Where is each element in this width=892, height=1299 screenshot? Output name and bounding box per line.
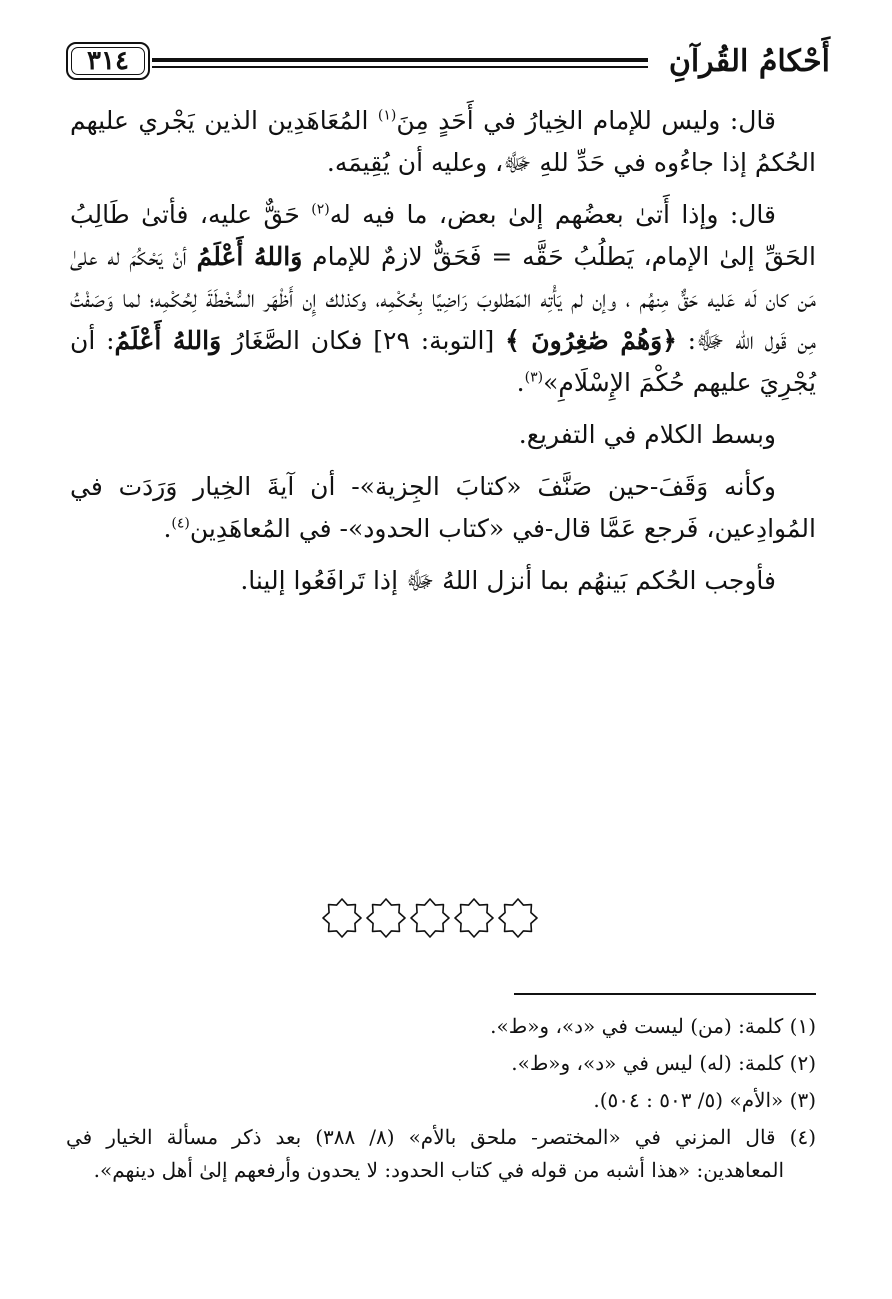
page-number: ٣١٤: [66, 42, 150, 80]
wallahu-alam-phrase-2: وَاللهُ أَعْلَمُ: [114, 326, 222, 355]
paragraph-1: [70, 100, 816, 184]
page-header: [66, 36, 830, 88]
paragraph-2-text-c: أنْ يَحْكُمَ له علىٰ مَن كان لَه عَليه حَقٌّ مِنهُم ، وإن لم يَأْتِه المَطلوبَ رَاضِيًا بِحُكْمِه، وكذلك إِن أَظْهَر السُّخْطَةَ لِحُكْمِه؛ لما وَصَفْتُ مِن قَول الله ﷻ:: [70, 242, 817, 355]
paragraph-1-text-a: قال: وليس للإمام الخِيارُ في أَحَدٍ مِنَ: [396, 106, 776, 135]
ornament-star-icon: [410, 898, 450, 938]
ornament-star-icon: [366, 898, 406, 938]
footnote-3: (٣) «الأم» (٥/ ٥٠٣ : ٥٠٤).: [593, 1088, 816, 1112]
footnotes: [66, 1010, 816, 1191]
paragraph-5: فأوجب الحُكم بَينهُم بما أنزل اللهُ ﷻ إذا تَرافَعُوا إلينا.: [240, 566, 776, 595]
footnote-4-line-2: المعاهدين: «هذا أشبه من قوله في كتاب الحدود: لا يحدون وأرفعهم إلىٰ أهل دينهم».: [93, 1158, 784, 1182]
paragraph-3: وبسط الكلام في التفريع.: [518, 420, 776, 449]
paragraph-2: [70, 194, 816, 404]
paragraph-2-text-f: .: [516, 368, 525, 397]
footnote-ref-2: (٢): [311, 201, 330, 218]
header-rule: [152, 58, 648, 68]
footnote-ref-1: (١): [377, 107, 397, 124]
running-title: أَحْكامُ القُرآنِ: [668, 44, 830, 79]
footnote-2: (٢) كلمة: (له) ليس في «د»، و«ط».: [511, 1051, 816, 1075]
paragraph-2-text-e: : أن يُجْرِيَ عليهم حُكْمَ الإِسْلَامِ»: [70, 326, 816, 397]
ornament-star-icon: [498, 898, 538, 938]
paragraph-2-text-d: [التوبة: ٢٩] فكان الصَّغَارُ: [221, 326, 506, 355]
ornament-star-icon: [454, 898, 494, 938]
footnote-ref-3: (٣): [524, 369, 544, 386]
main-text: [70, 100, 816, 602]
footnote-1: (١) كلمة: (من) ليست في «د»، و«ط».: [490, 1014, 816, 1038]
paragraph-4: [70, 466, 816, 550]
wallahu-alam-phrase: وَاللهُ أَعْلَمُ: [196, 242, 303, 271]
footnote-4-line-1: (٤) قال المزني في «المختصر- ملحق بالأم» (٨/ ٣٨٨) بعد ذكر مسألة الخيار في: [66, 1125, 816, 1149]
section-ornament: [320, 898, 540, 942]
paragraph-2-text-b: حَقٌّ عليه، فأتىٰ طَالِبُ الحَقِّ إلىٰ الإمام، يَطلُبُ حَقَّه = فَحَقٌّ لازمٌ للإمام: [70, 200, 816, 271]
paragraph-4-text-b: .: [163, 514, 172, 543]
footnote-4: [66, 1121, 816, 1187]
paragraph-1-text-b: المُعَاهَدِين الذين يَجْري عليهم الحُكمُ إذا جاءُوه في حَدِّ للهِ ﷻ، وعليه أن يُقِيمَه.: [70, 106, 816, 177]
footnote-ref-4: (٤): [171, 515, 190, 532]
paragraph-2-text-a: قال: وإذا أَتىٰ بعضُهم إلىٰ بعض، ما فيه له: [329, 200, 776, 229]
ornament-star-icon: [322, 898, 362, 938]
footnote-separator: [514, 993, 816, 995]
paragraph-4-text-a: وكأنه وَقَفَ-حين صَنَّفَ «كتابَ الجِزية»- أن آيةَ الخِيار وَرَدَت في المُوادِعين، فَرجع عَمَّا قال-في «كتاب الحدود»- في المُعاهَدِين: [70, 472, 816, 543]
quran-quote: ﴿وَهُمْ صَٰغِرُونَ ﴾: [505, 326, 677, 355]
